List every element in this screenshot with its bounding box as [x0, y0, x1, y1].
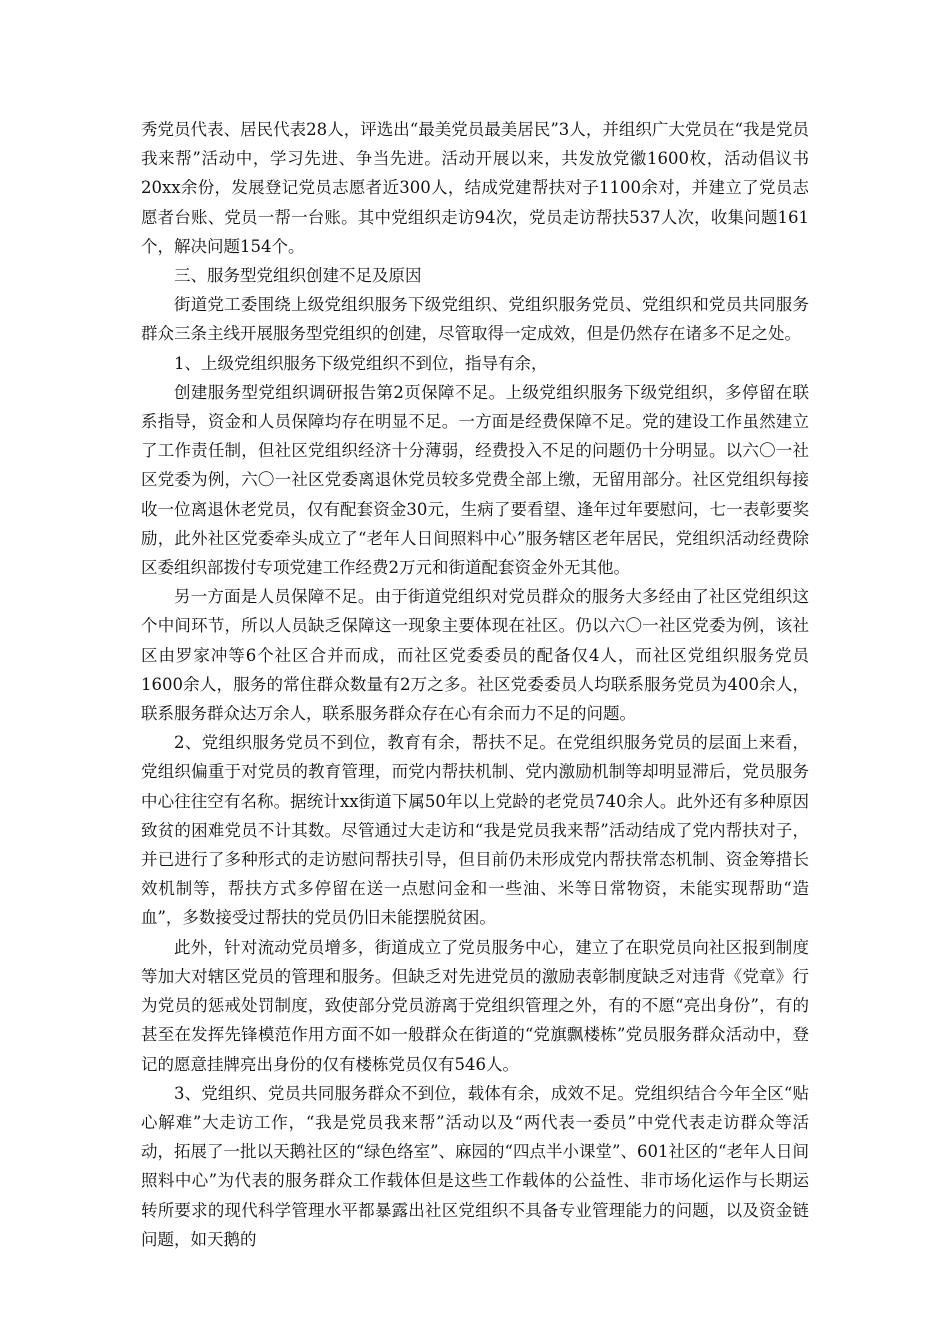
paragraph: 3、党组织、党员共同服务群众不到位，载体有余，成效不足。党组织结合今年全区“贴心解难”大走访工作，“我是党员我来帮”活动以及“两代表一委员”中党代表走访群众等活动，拓展了一批以天鹅社区的“绿色络室”、麻园的“四点半小课堂”、601社区的“老年人日间照料中心”为代表的服务群众工作载体但是这些工作载体的公益性、非市场化运作与长期运转所要求的现代科学管理水平都暴露出社区党组织不具备专业管理能力的问题，以及资金链问题，如天鹅的: [141, 1083, 809, 1249]
paragraph: 创建服务型党组织调研报告第2页保障不足。上级党组织服务下级党组织，多停留在联系指导，资金和人员保障均存在明显不足。一方面是经费保障不足。党的建设工作虽然建立了工作责任制，但社区党组织经济十分薄弱，经费投入不足的问题仍十分明显。以六〇一社区党委为例，六〇一社区党委离退休党员较多党费全部上缴，无留用部分。社区党组织每接收一位离退休老党员，仅有配套资金30元，生病了要看望、逢年过年要慰问，七一表彰要奖励，此外社区党委牵头成立了“老年人日间照料中心”服务辖区老年居民，党组织活动经费除区委组织部拨付专项党建工作经费2万元和街道配套资金外无其他。: [141, 382, 809, 578]
document-body: [141, 115, 809, 1254]
paragraph-continuation: 秀党员代表、居民代表28人，评选出“最美党员最美居民”3人，并组织广大党员在“我是党员我来帮”活动中，学习先进、争当先进。活动开展以来，共发放党徽1600枚，活动倡议书20xx余份，发展登记党员志愿者近300人，结成党建帮扶对子1100余对，并建立了党员志愿者台账、党员一帮一台账。其中党组织走访94次，党员走访帮扶537人次，收集问题161个，解决问题154个。: [141, 120, 809, 256]
section-heading: 三、服务型党组织创建不足及原因: [174, 266, 422, 286]
paragraph: 2、党组织服务党员不到位，教育有余，帮扶不足。在党组织服务党员的层面上来看，党组织偏重于对党员的教育管理，而党内帮扶机制、党内激励机制等却明显滞后，党员服务中心往往空有名称。据统计xx街道下属50年以上党龄的老党员740余人。此外还有多种原因致贫的困难党员不计其数。尽管通过大走访和“我是党员我来帮”活动结成了党内帮扶对子，并已进行了多种形式的走访慰问帮扶引导，但目前仍未形成党内帮扶常态机制、资金筹措长效机制等，帮扶方式多停留在送一点慰问金和一些油、米等日常物资，未能实现帮助“造血”，多数接受过帮扶的党员仍旧未能摆脱贫困。: [141, 733, 809, 928]
paragraph: 街道党工委围绕上级党组织服务下级党组织、党组织服务党员、党组织和党员共同服务群众三条主线开展服务型党组织的创建，尽管取得一定成效，但是仍然存在诸多不足之处。: [141, 295, 809, 344]
paragraph: 此外，针对流动党员增多，街道成立了党员服务中心，建立了在职党员向社区报到制度等加大对辖区党员的管理和服务。但缺乏对先进党员的激励表彰制度缺乏对违背《党章》行为党员的惩戒处罚制度，致使部分党员游离于党组织管理之外，有的不愿“亮出身份”，有的甚至在发挥先锋模范作用方面不如一般群众在街道的“党旗飘楼栋”党员服务群众活动中，登记的愿意挂牌亮出身份的仅有楼栋党员仅有546人。: [141, 937, 809, 1074]
subsection-heading: 1、上级党组织服务下级党组织不到位，指导有余，: [174, 353, 548, 373]
paragraph: 另一方面是人员保障不足。由于街道党组织对党员群众的服务大多经由了社区党组织这个中间环节，所以人员缺乏保障这一现象主要体现在社区。仍以六〇一社区党委为例，该社区由罗家冲等6个社区合并而成，而社区党委委员的配备仅4人，而社区党组织服务党员1600余人，服务的常住群众数量有2万之多。社区党委委员人均联系服务党员为400余人，联系服务群众达万余人，联系服务群众存在心有余而力不足的问题。: [141, 587, 809, 724]
